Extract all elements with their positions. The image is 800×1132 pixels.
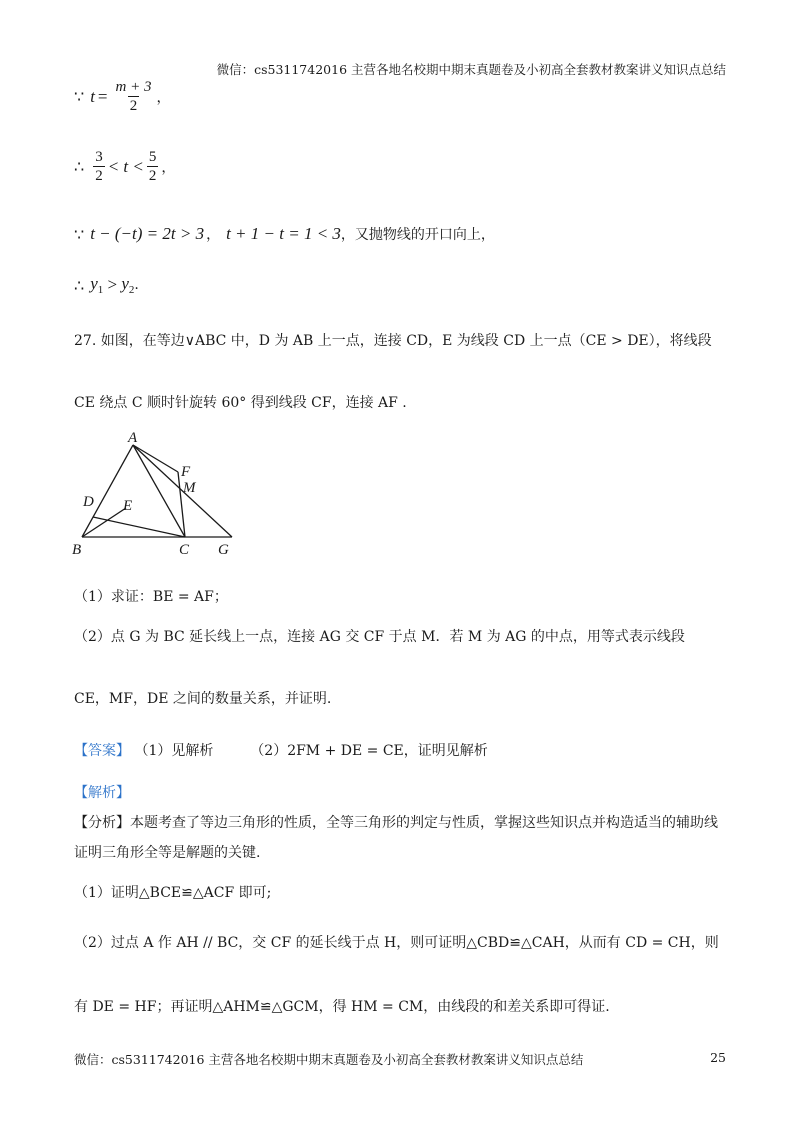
analysis-fenxi-line-2: 证明三角形全等是解题的关键.: [74, 845, 261, 861]
geometry-figure: [66, 428, 256, 558]
label-c: C: [179, 542, 190, 558]
analysis-part-3: 有 DE = HF；再证明△AHM≌△GCM，得 HM = CM，由线段的和差关系即可得证.: [74, 999, 610, 1015]
y2: $y_2$: [121, 274, 135, 296]
solution-step-2: [74, 148, 175, 185]
greater-than: >: [103, 275, 122, 294]
solution-step-1: [74, 78, 170, 115]
label-g: G: [218, 542, 229, 558]
fenxi-text-1: 本题考查了等边三角形的性质，全等三角形的判定与性质，掌握这些知识点并构造适当的辅助线: [130, 815, 718, 831]
fraction-m-plus-3-over-2: [114, 78, 154, 115]
fenxi-tag: 【分析】: [74, 815, 130, 831]
question-1: （1）求证：BE = AF；: [74, 589, 228, 605]
page-header: 微信：cs5311742016 主营各地名校期中期末真题卷及小初高全套教材教案讲义知识点总结: [216, 62, 726, 77]
label-d: D: [83, 494, 94, 510]
fraction-numerator: m + 3: [115, 79, 152, 95]
answer-tag: 【答案】: [74, 743, 130, 759]
problem-27-line-1: 27. 如图，在等边∨ABC 中，D 为 AB 上一点，连接 CD，E 为线段 CD 上一点（CE > DE），将线段: [74, 333, 712, 349]
analysis-fenxi-line-1: [74, 812, 718, 832]
segment-ac: [133, 445, 185, 537]
analysis-part-1: （1）证明△BCE≌△ACF 即可;: [74, 885, 272, 901]
separator: ，: [206, 227, 221, 243]
solution-step-3: [74, 224, 495, 244]
therefore-symbol: ∴: [74, 157, 85, 176]
label-m: M: [183, 480, 196, 496]
fraction-5-over-2: [147, 148, 159, 185]
answer-part-1: （1）见解析: [134, 743, 214, 759]
because-symbol: ∵: [74, 87, 85, 106]
variable-t: t: [90, 86, 95, 106]
answer-part-2: （2）2FM + DE = CE，证明见解析: [250, 743, 488, 759]
fraction-numerator: 5: [148, 149, 157, 165]
inequality-middle: < t <: [107, 156, 144, 176]
answer-line: [74, 740, 488, 760]
analysis-part-2: （2）过点 A 作 AH // BC，交 CF 的延长线于点 H，则可证明△CBD≌△CAH，从而有 CD = CH，则: [74, 935, 719, 951]
solution-step-4: [74, 274, 139, 296]
fraction-denominator: 2: [95, 168, 103, 184]
expression-2: t + 1 − t = 1 < 3: [226, 224, 341, 243]
label-f: F: [181, 464, 191, 480]
question-2: （2）点 G 为 BC 延长线上一点，连接 AG 交 CF 于点 M．若 M 为 AG 的中点，用等式表示线段: [74, 629, 685, 645]
fraction-denominator: 2: [129, 98, 138, 114]
step-1-tail: ，: [156, 89, 171, 106]
step-4-tail: .: [134, 277, 139, 293]
fraction-numerator: 3: [95, 149, 103, 165]
page-number: 25: [710, 1050, 726, 1065]
therefore-symbol: ∴: [74, 275, 85, 295]
fraction-denominator: 2: [148, 168, 157, 184]
segment-af: [133, 445, 178, 472]
segment-ab: [82, 445, 133, 537]
expression-1: t − (−t) = 2t > 3: [90, 224, 205, 243]
step-3-tail: ，又抛物线的开口向上，: [340, 227, 495, 243]
label-e: E: [123, 498, 133, 514]
equals-sign: =: [97, 86, 108, 106]
label-a: A: [128, 430, 138, 446]
because-symbol: ∵: [74, 224, 85, 244]
problem-27-line-2: CE 绕点 C 顺时针旋转 60° 得到线段 CF，连接 AF .: [74, 395, 407, 411]
fraction-3-over-2: [93, 148, 105, 185]
page-footer: 微信：cs5311742016 主营各地名校期中期末真题卷及小初高全套教材教案讲义知识点总结: [74, 1052, 584, 1067]
step-2-tail: ，: [161, 159, 176, 176]
label-b: B: [72, 542, 82, 558]
y1: $y_1$: [90, 274, 104, 296]
analysis-tag: 【解析】: [74, 785, 130, 801]
question-2-cont: CE，MF，DE 之间的数量关系，并证明.: [74, 691, 332, 707]
